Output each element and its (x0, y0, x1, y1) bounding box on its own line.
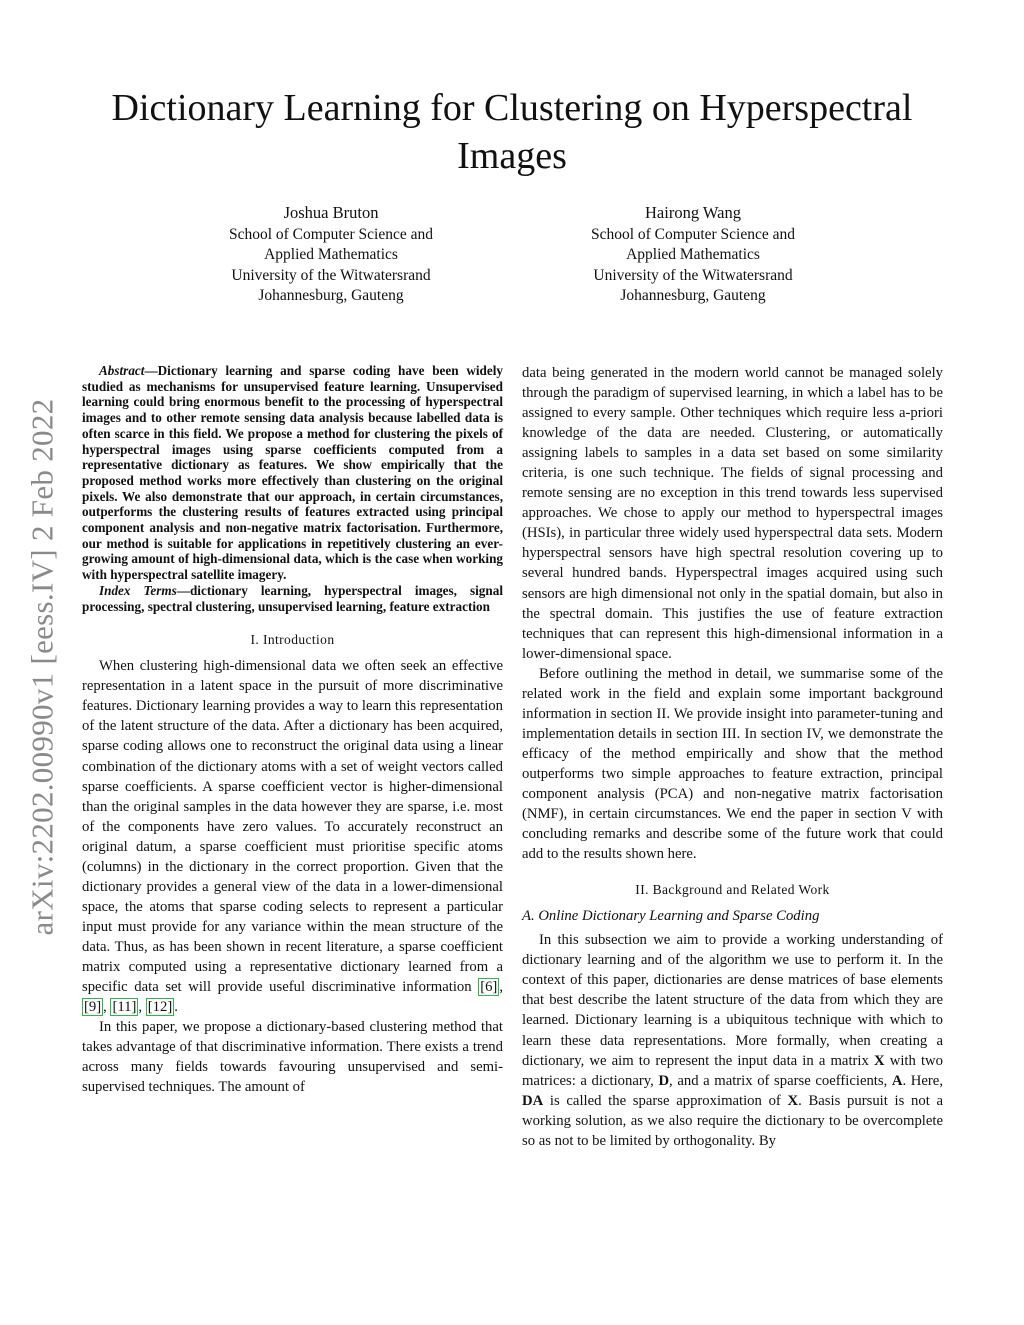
author-affiliation: Applied Mathematics (264, 246, 398, 263)
abstract-text: —Dictionary learning and sparse coding have been widely studied as mechanisms for unsupervised feature learning. Unsupervised learning could bring enormous benefit to the processing of hyperspectral images and to other remote sensing data analysis because labelled data is often scarce in this field. We propose a method for clustering the pixels of hyperspectral images using sparse coefficients computed from a representative dictionary as features. We show empirically that the proposed method works more effectively than clustering on the original pixels. We also demonstrate that our approach, in certain circumstances, outperforms the clustering results of features extracted using principal component analysis and non-negative matrix factorisation. Furthermore, our method is suitable for applications in repetitively clustering an ever-growing amount of high-dimensional data, which is the case when working with hyperspectral satellite imagery. (82, 363, 503, 583)
section-heading-background: II. Background and Related Work (635, 882, 830, 898)
citation-link[interactable]: [9] (84, 999, 102, 1016)
author-university: University of the Witwatersrand (231, 266, 431, 284)
citation-link[interactable]: [11] (112, 999, 137, 1016)
index-terms (82, 583, 503, 614)
index-terms-text: —dictionary learning, hyperspectral images, signal processing, spectral clustering, unsupervised learning, feature extraction (82, 582, 503, 614)
author-affiliation: Applied Mathematics (626, 246, 760, 263)
subsection-heading: A. Online Dictionary Learning and Sparse Coding (522, 908, 820, 925)
background-paragraph-1: In this subsection we aim to provide a working understanding of dictionary learning and of the algorithm we use to perform it. In the context of this paper, dictionaries are dense matrices of base elements that best describe the latent structure of the data from which they are learned. Dictionary learning is a ubiquitous technique with which to learn these data representations. More formally, when creating a dictionary, we aim to represent the input data in a matrix X with two matrices: a dictionary, D, and a matrix of sparse coefficients, A. Here, DA is called the sparse approximation of X. Basis pursuit is not a working solution, as we also require the dictionary to be overcomplete so as not to be limited by orthogonality. By (522, 932, 943, 1149)
section-heading-introduction: I. Introduction (250, 632, 335, 648)
author-affiliation: School of Computer Science and (590, 225, 796, 243)
paper-title: Dictionary Learning for Clustering on Hyperspectral Images (111, 87, 913, 177)
right-column (522, 363, 943, 1151)
abstract-label: Abstract (99, 363, 145, 378)
author-university: University of the Witwatersrand (593, 266, 793, 284)
author-block-2 (543, 203, 843, 307)
citation-link[interactable]: [12] (147, 999, 173, 1016)
intro-paragraph-2-continued: data being generated in the modern world cannot be managed solely through the paradigm of supervised learning, in which a label has to be assigned to every sample. Other techniques which require less a-priori knowledge of the data are needed. Clustering, or automatically assigning labels to samples in a data set based on some similarity criteria, is one such technique. The fields of signal processing and remote sensing are no exception in this trend towards less supervised approaches. We chose to apply our method to hyperspectral images (HSIs), in particular three widely used hyperspectral data sets. Modern hyperspectral sensors have high spectral resolution covering up to several hundred bands. Hyperspectral images acquired using such sensors are high dimensional not only in the spatial domain, but also in the spectral domain. This justifies the use of feature extraction techniques that can represent this high-dimensional information in a lower-dimensional space. (522, 365, 943, 662)
left-column (82, 363, 503, 1097)
author-name: Joshua Bruton (283, 203, 379, 222)
author-name: Hairong Wang (645, 203, 741, 222)
abstract (82, 363, 503, 583)
author-block-1 (181, 203, 481, 307)
intro-paragraph-2: In this paper, we propose a dictionary-based clustering method that takes advantage of that discriminative information. There exists a trend across many fields towards favouring unsupervised and semi-supervised techniques. The amount of (82, 1019, 503, 1096)
citation-link[interactable]: [6] (480, 979, 498, 996)
intro-paragraph-1: When clustering high-dimensional data we often seek an effective representation in a latent space in the pursuit of more discriminative features. Dictionary learning provides a way to learn this representation of the latent structure of the data. After a dictionary has been acquired, sparse coding allows one to reconstruct the original data using a linear combination of the dictionary atoms with a set of weight vectors called sparse coefficients. A sparse coefficient vector is higher-dimensional than the original samples in the data however they are sparse, i.e. most of the components have zero values. To accurately reconstruct an original datum, a sparse coefficient must prioritise specific atoms (columns) in the dictionary in the correct proportion. Given that the dictionary provides a general view of the data in a lower-dimensional space, the atoms that sparse coding selects to represent a particular input must provide for any variance within the mean structure of the data. Thus, as has been shown in recent literature, a sparse coefficient matrix computed using a representative dictionary learned from a specific data set will provide useful discriminative information [6] , [9] , [11] , [12] . (82, 658, 503, 1016)
author-affiliation: School of Computer Science and (228, 225, 434, 243)
author-city: Johannesburg, Gauteng (620, 287, 766, 304)
author-city: Johannesburg, Gauteng (258, 287, 404, 304)
intro-paragraph-3: Before outlining the method in detail, we summarise some of the related work in the field and explain some important background information in section II. We provide insight into parameter-tuning and implementation details in section III. In section IV, we demonstrate the efficacy of the method empirically and show that the method outperforms two simple approaches to feature extraction, principal component analysis (PCA) and non-negative matrix factorisation (NMF), in certain circumstances. We end the paper in section V with concluding remarks and describe some of the future work that could add to the results shown here. (522, 665, 943, 863)
arxiv-identifier: arXiv:2202.00990v1 [eess.IV] 2 Feb 2022 (24, 398, 59, 936)
index-terms-label: Index Terms (99, 582, 177, 598)
